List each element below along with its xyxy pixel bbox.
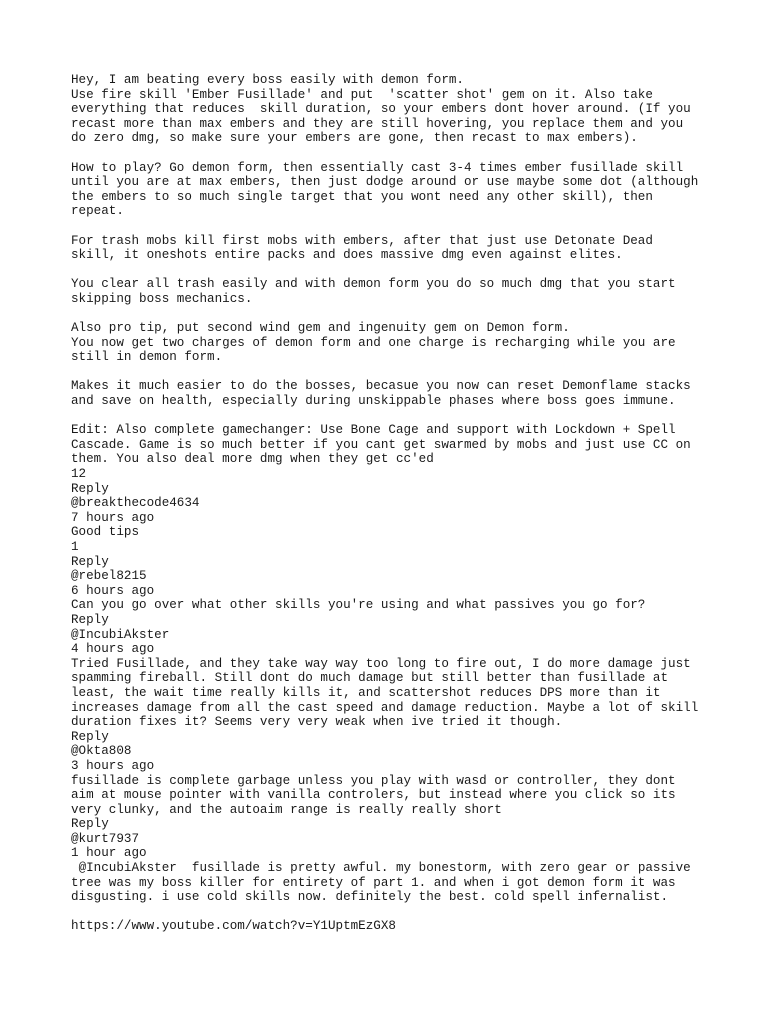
comment-reply-button[interactable]: Reply xyxy=(71,817,109,832)
post-paragraph-1: Hey, I am beating every boss easily with demon form. Use fire skill 'Ember Fusillade' and put 'scatter shot' gem on it. Also take everything that reduces skill duration, so your embers dont hover around. (If you recast more than max embers and they are still hovering, you replace them and you do zero dmg, so make sure your embers are gone, then recast to max embers). xyxy=(71,73,691,146)
source-url-link[interactable]: https://www.youtube.com/watch?v=Y1UptmEzGX8 xyxy=(71,919,396,934)
comment-timestamp: 4 hours ago xyxy=(71,642,155,657)
comment-item xyxy=(71,628,761,745)
comment-text: Tried Fusillade, and they take way way too long to fire out, I do more damage just spamming fireball. Still dont do much damage but still better than fusillade at least, the wait time really kills it, and scattershot reduces DPS more than it increases damage from all the cast speed and damage reduction. Maybe a lot of skill duration fixes it? Seems very very weak when ive tried it though. xyxy=(71,656,699,730)
post-paragraph-6: Makes it much easier to do the bosses, becasue you now can reset Demonflame stacks and save on health, especially during unskippable phases where boss goes immune. xyxy=(71,379,691,409)
post-paragraph-4: You clear all trash easily and with demon form you do so much dmg that you start skipping boss mechanics. xyxy=(71,277,676,306)
post-paragraph-2: How to play? Go demon form, then essentially cast 3-4 times ember fusillade skill until you are at max embers, then just dodge around or use maybe some dot (although the embers to so much single target that you wont need any other skill), then repeat. xyxy=(71,160,699,219)
comment-reply-button[interactable]: Reply xyxy=(71,554,109,569)
comment-author[interactable]: @Okta808 xyxy=(71,744,132,759)
paragraph-gap xyxy=(71,365,761,380)
comment-reply-button[interactable]: Reply xyxy=(71,729,109,744)
comment-item xyxy=(71,496,761,569)
post-paragraph-3: For trash mobs kill first mobs with embers, after that just use Detonate Dead skill, it oneshots entire packs and does massive dmg even against elites. xyxy=(71,233,653,263)
comment-timestamp: 1 hour ago xyxy=(71,846,147,861)
comment-text: Good tips xyxy=(71,525,140,540)
post-paragraph-5: Also pro tip, put second wind gem and ingenuity gem on Demon form. You now get two charges of demon form and one charge is recharging while you are still in demon form. xyxy=(71,321,676,365)
comment-timestamp: 3 hours ago xyxy=(71,758,155,773)
comment-text: Can you go over what other skills you're using and what passives you go for? xyxy=(71,598,646,613)
comment-timestamp: 6 hours ago xyxy=(71,583,155,598)
post-reply-button[interactable]: Reply xyxy=(71,481,109,496)
comment-text: @IncubiAkster fusillade is pretty awful. my bonestorm, with zero gear or passive tree was my boss killer for entirety of part 1. and when i got demon form it was disgusting. i use cold skills now. definitely the best. cold spell infernalist. xyxy=(71,861,691,905)
comment-reply-button[interactable]: Reply xyxy=(71,612,109,627)
document-page xyxy=(71,73,761,934)
paragraph-gap xyxy=(71,263,761,278)
comment-item xyxy=(71,569,761,627)
comment-author[interactable]: @rebel8215 xyxy=(71,569,147,584)
paragraph-gap xyxy=(71,146,761,161)
comment-item xyxy=(71,744,761,832)
comment-author[interactable]: @kurt7937 xyxy=(71,831,140,846)
comment-author[interactable]: @IncubiAkster xyxy=(71,627,170,642)
comment-author[interactable]: @breakthecode4634 xyxy=(71,496,200,511)
comment-text: fusillade is complete garbage unless you play with wasd or controller, they dont aim at mouse pointer with vanilla controlers, but instead where you click so its very clunky, and the autoaim range is really really short xyxy=(71,773,676,817)
paragraph-gap xyxy=(71,409,761,424)
comment-like-count: 1 xyxy=(71,540,79,554)
comment-timestamp: 7 hours ago xyxy=(71,510,155,525)
paragraph-gap xyxy=(71,307,761,322)
original-post xyxy=(71,73,761,496)
paragraph-gap xyxy=(71,219,761,234)
post-like-count: 12 xyxy=(71,467,87,482)
paragraph-gap xyxy=(71,905,761,920)
post-paragraph-7: Edit: Also complete gamechanger: Use Bone Cage and support with Lockdown + Spell Cascade. Game is so much better if you cant get swarmed by mobs and just use CC on them. You also deal more dmg when they get cc'ed xyxy=(71,423,691,467)
comment-item xyxy=(71,832,761,905)
